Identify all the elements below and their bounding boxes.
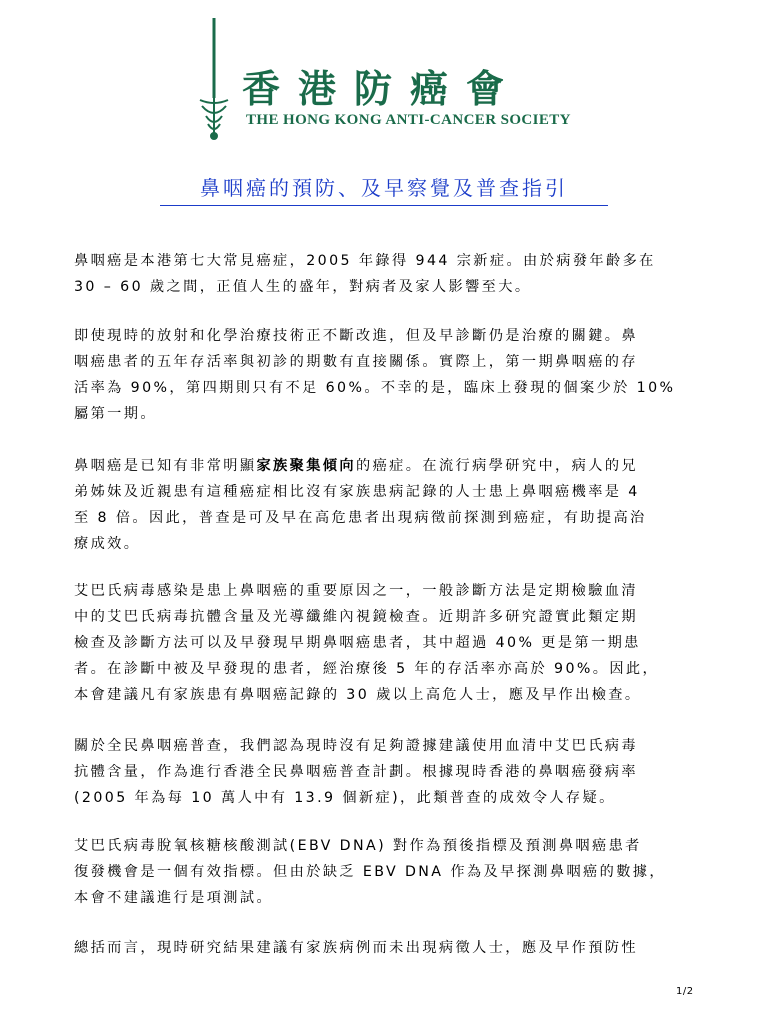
text-line: 復發機會是一個有效指標。但由於缺乏 EBV DNA 作為及早探測鼻咽癌的數據， <box>74 864 666 880</box>
text-line: 弟姊妹及近親患有這種癌症相比沒有家族患病記錄的人士患上鼻咽癌機率是 4 <box>74 484 640 500</box>
text-line: 抗體含量，作為進行香港全民鼻咽癌普查計劃。根據現時香港的鼻咽癌發病率 <box>74 764 638 780</box>
text-line: 即使現時的放射和化學治療技術正不斷改進，但及早診斷仍是治療的關鍵。鼻 <box>74 328 638 344</box>
paragraph-3 <box>74 453 698 557</box>
text-line: 屬第一期。 <box>74 406 157 422</box>
org-name-chinese: 香港防癌會 <box>242 66 523 111</box>
text-line: 至 8 倍。因此，普查是可及早在高危患者出現病徵前探測到癌症，有助提高治 <box>74 510 647 526</box>
org-logo <box>190 14 610 144</box>
text-line: 艾巴氏病毒脫氧核糖核酸測試(EBV DNA) 對作為預後指標及預測鼻咽癌患者 <box>74 838 642 854</box>
sword-emblem-icon <box>196 16 232 141</box>
emphasis-family-clustering: 家族聚集傾向 <box>256 458 356 474</box>
paragraph-1 <box>74 248 698 300</box>
text-line: 中的艾巴氏病毒抗體含量及光導纖維內視鏡檢查。近期許多研究證實此類定期 <box>74 609 638 625</box>
text-line: (2005 年為每 10 萬人中有 13.9 個新症)，此類普查的成效令人存疑。 <box>74 790 616 806</box>
text-line: 檢查及診斷方法可以及早發現早期鼻咽癌患者，其中超過 40% 更是第一期患 <box>74 635 641 651</box>
paragraph-6 <box>74 833 698 911</box>
text-line: 療成效。 <box>74 536 141 552</box>
text-line: 者。在診斷中被及早發現的患者，經治療後 5 年的存活率亦高於 90%。因此， <box>74 661 660 677</box>
text-line: 本會建議凡有家族患有鼻咽癌記錄的 30 歲以上高危人士，應及早作出檢查。 <box>74 687 642 703</box>
page-number: 1/2 <box>676 986 694 997</box>
org-name-english: THE HONG KONG ANTI-CANCER SOCIETY <box>246 112 571 128</box>
text-line: 活率為 90%，第四期則只有不足 60%。不幸的是，臨床上發現的個案少於 10% <box>74 380 676 396</box>
paragraph-4 <box>74 578 698 708</box>
text-line: 鼻咽癌是本港第七大常見癌症，2005 年錄得 944 宗新症。由於病發年齡多在 <box>74 253 656 269</box>
text-line: 艾巴氏病毒感染是患上鼻咽癌的重要原因之一，一般診斷方法是定期檢驗血清 <box>74 583 638 599</box>
text-line: 總括而言，現時研究結果建議有家族病例而未出現病徵人士，應及早作預防性 <box>74 940 638 956</box>
paragraph-5 <box>74 733 698 811</box>
text-segment: 的癌症。在流行病學研究中，病人的兄 <box>356 458 638 474</box>
paragraph-2 <box>74 323 698 427</box>
document-title: 鼻咽癌的預防、及早察覺及普查指引 <box>160 172 608 206</box>
text-line: 本會不建議進行是項測試。 <box>74 890 274 906</box>
text-line <box>74 453 698 479</box>
text-line: 咽癌患者的五年存活率與初診的期數有直接關係。實際上，第一期鼻咽癌的存 <box>74 354 638 370</box>
paragraph-7 <box>74 935 698 961</box>
text-line: 30 – 60 歲之間，正值人生的盛年，對病者及家人影響至大。 <box>74 279 532 295</box>
text-segment: 鼻咽癌是已知有非常明顯 <box>74 458 257 474</box>
text-line: 關於全民鼻咽癌普查，我們認為現時沒有足夠證據建議使用血清中艾巴氏病毒 <box>74 738 638 754</box>
